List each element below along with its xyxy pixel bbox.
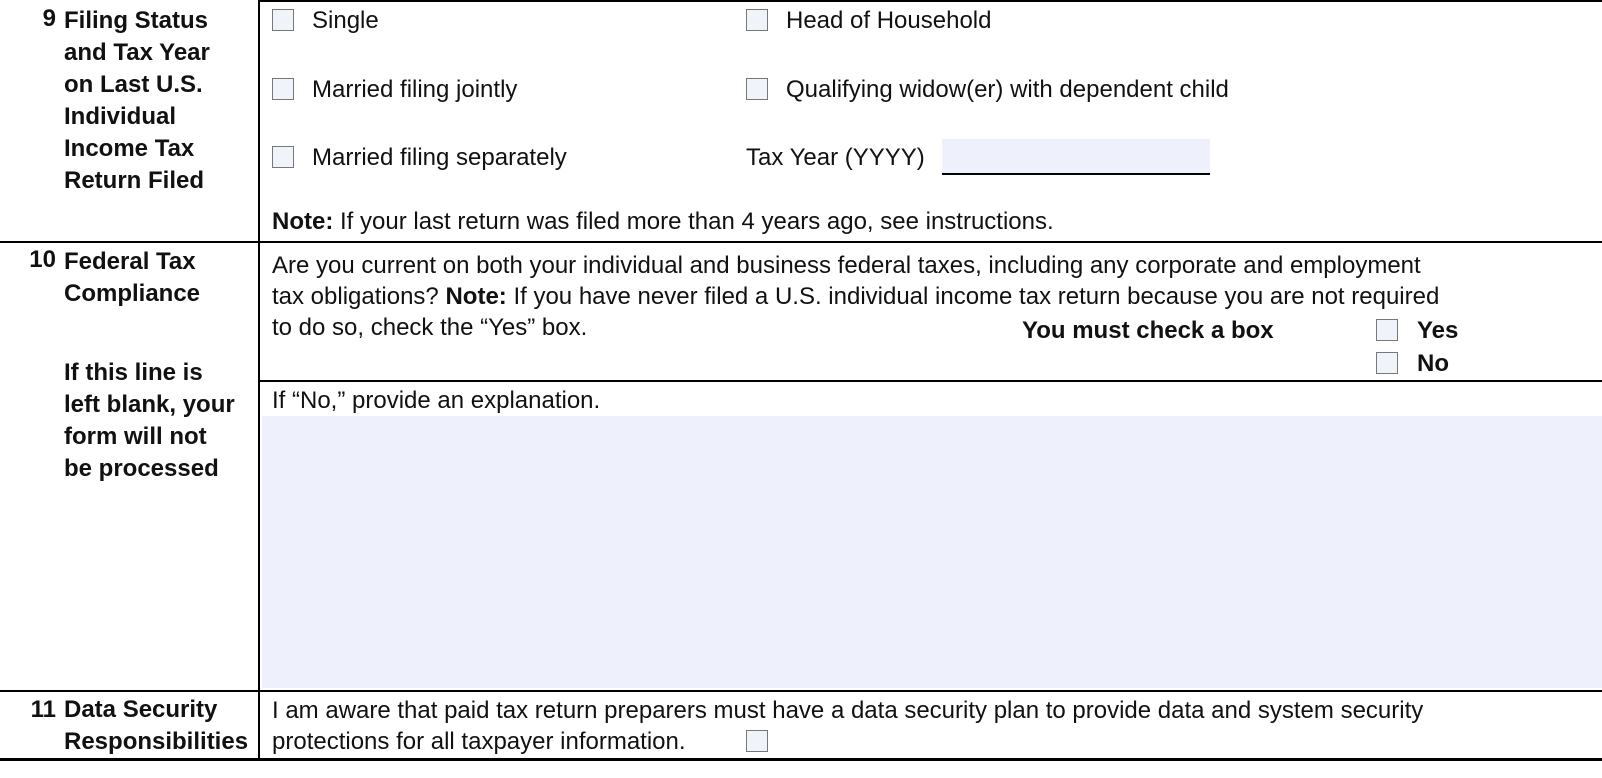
compliance-question-line2 xyxy=(272,281,1439,312)
line-11-number: 11 xyxy=(30,696,56,723)
single-label: Single xyxy=(312,7,379,34)
bottom-border xyxy=(0,758,1602,761)
compliance-question-line3: to do so, check the “Yes” box. xyxy=(272,314,588,341)
divider-line9-line10 xyxy=(0,241,1602,243)
married-separately-label: Married filing separately xyxy=(312,144,567,171)
line-9-number: 9 xyxy=(42,5,56,32)
head-of-household-checkbox[interactable] xyxy=(746,9,768,31)
tax-year-label: Tax Year (YYYY) xyxy=(746,144,925,171)
top-border xyxy=(258,0,1602,2)
line-10-number: 10 xyxy=(29,246,56,273)
question-note-label: Note: xyxy=(445,283,507,310)
explanation-textarea[interactable] xyxy=(262,416,1602,688)
note-text: If your last return was filed more than 4 years ago, see instructions. xyxy=(333,208,1054,235)
data-security-statement-line2: protections for all taxpayer information. xyxy=(272,728,686,755)
married-jointly-label: Married filing jointly xyxy=(312,76,518,103)
yes-label: Yes xyxy=(1417,317,1459,344)
single-checkbox[interactable] xyxy=(272,9,294,31)
no-label: No xyxy=(1417,350,1449,377)
divider-question-explanation xyxy=(260,380,1602,382)
qualifying-widow-label: Qualifying widow(er) with dependent child xyxy=(786,76,1229,103)
compliance-yes-checkbox[interactable] xyxy=(1376,319,1398,341)
compliance-question-line1: Are you current on both your individual and business federal taxes, including any corporate and employment xyxy=(272,252,1421,279)
question-line2-post: If you have never filed a U.S. individual income tax return because you are not required xyxy=(506,283,1440,310)
qualifying-widow-checkbox[interactable] xyxy=(746,78,768,100)
data-security-statement-line1: I am aware that paid tax return preparers must have a data security plan to provide data and system security xyxy=(272,697,1424,724)
line-9-note xyxy=(272,206,1054,237)
line-10-title: Federal Tax Compliance xyxy=(64,248,201,307)
explanation-label: If “No,” provide an explanation. xyxy=(272,387,601,414)
line-11-title: Data Security Responsibilities xyxy=(64,696,249,755)
line-10-warning: If this line is left blank, your form will not be processed xyxy=(64,359,235,482)
married-jointly-checkbox[interactable] xyxy=(272,78,294,100)
divider-line10-line11 xyxy=(0,690,1602,692)
must-check-label: You must check a box xyxy=(1022,317,1274,344)
compliance-no-checkbox[interactable] xyxy=(1376,352,1398,374)
married-separately-checkbox[interactable] xyxy=(272,146,294,168)
question-line2-pre: tax obligations? xyxy=(272,283,446,310)
data-security-checkbox[interactable] xyxy=(746,730,768,752)
tax-year-input[interactable] xyxy=(942,139,1210,175)
note-label: Note: xyxy=(272,208,334,235)
line-9-title: Filing Status and Tax Year on Last U.S. Individual Income Tax Return Filed xyxy=(64,7,210,194)
head-of-household-label: Head of Household xyxy=(786,7,992,34)
